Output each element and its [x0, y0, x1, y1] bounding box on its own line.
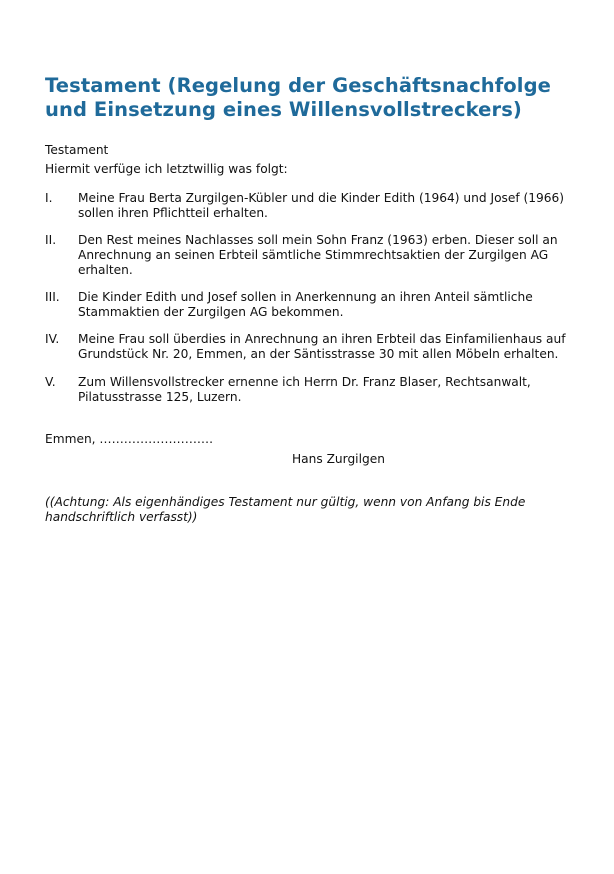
clause-number: V. — [45, 375, 56, 389]
clause-number: II. — [45, 233, 57, 247]
clause-text: Meine Frau Berta Zurgilgen-Kübler und die Kinder Edith (1964) und Josef (1966) sollen ihren Pflichtteil erhalten. — [78, 191, 565, 220]
validity-note: ((Achtung: Als eigenhändiges Testament nur gültig, wenn von Anfang bis Ende handschriftlich verfasst)) — [45, 495, 526, 524]
clause-number: IV. — [45, 332, 60, 346]
clause-text: Meine Frau soll überdies in Anrechnung an ihren Erbteil das Einfamilienhaus auf Grundstück Nr. 20, Emmen, an der Säntisstrasse 30 mit allen Möbeln erhalten. — [78, 332, 566, 361]
clause-number: III. — [45, 290, 60, 304]
signature-name: Hans Zurgilgen — [292, 452, 385, 466]
clause-text: Den Rest meines Nachlasses soll mein Sohn Franz (1963) erben. Dieser soll an Anrechnung an seinen Erbteil sämtliche Stimmrechtsaktien der Zurgilgen AG erhalten. — [78, 233, 558, 277]
place-date-line: Emmen, ………………………. — [45, 432, 213, 446]
clause-text: Zum Willensvollstrecker ernenne ich Herrn Dr. Franz Blaser, Rechtsanwalt, Pilatusstrasse 125, Luzern. — [78, 375, 531, 404]
document-label: Testament — [45, 143, 109, 157]
intro-text: Hiermit verfüge ich letztwillig was folgt: — [45, 162, 288, 176]
document-title: Testament (Regelung der Geschäftsnachfolge und Einsetzung eines Willensvollstreckers) — [45, 74, 551, 121]
clause-text: Die Kinder Edith und Josef sollen in Anerkennung an ihren Anteil sämtliche Stammaktien der Zurgilgen AG bekommen. — [78, 290, 533, 319]
clause-number: I. — [45, 191, 53, 205]
